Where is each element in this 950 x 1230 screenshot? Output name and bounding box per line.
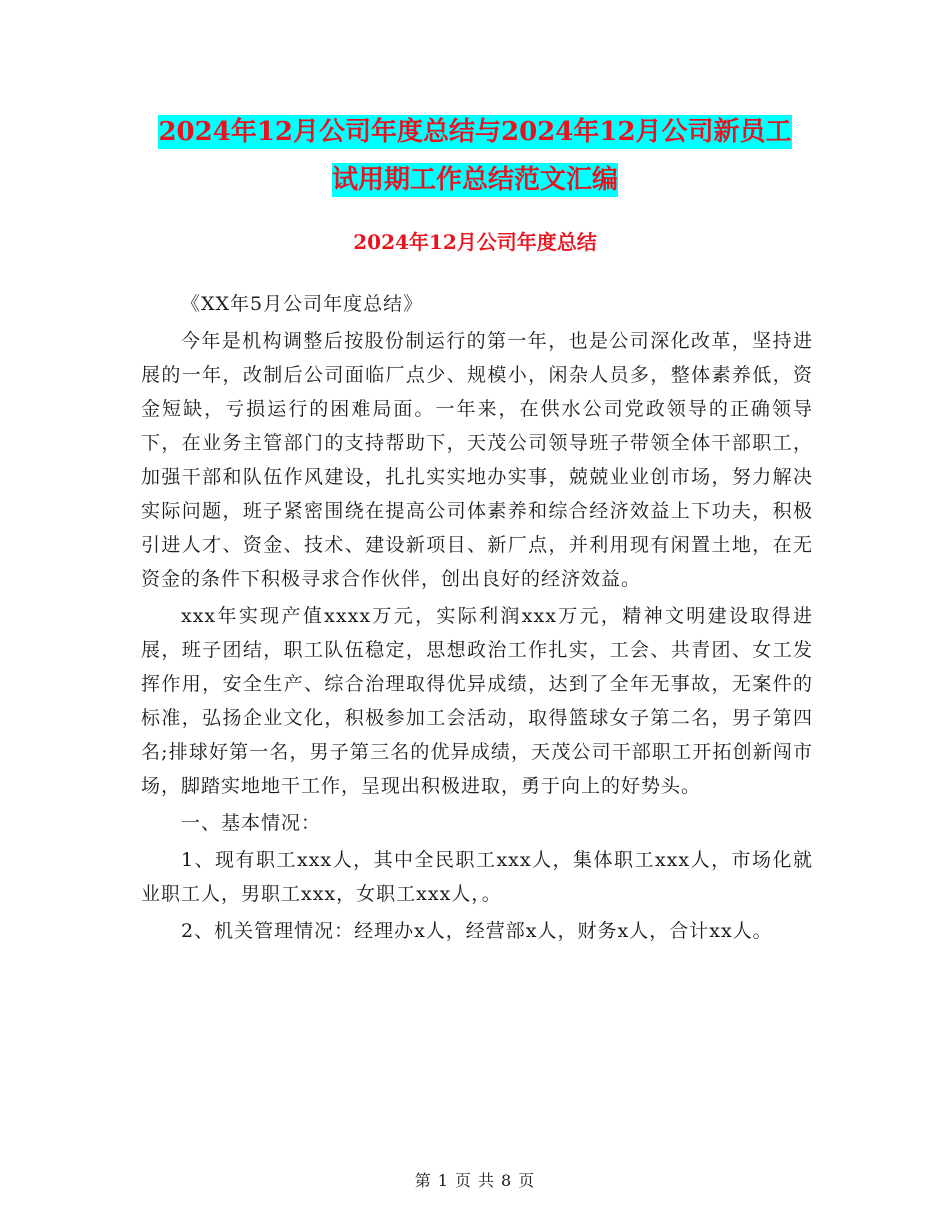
- paragraph: xxx年实现产值xxxx万元，实际利润xxx万元，精神文明建设取得进展，班子团结，职工队伍稳定，思想政治工作扎实，工会、共青团、女工发挥作用，安全生产、综合治理取得优异成绩，达到了全年无事故，无案件的标准，弘扬企业文化，积极参加工会活动，取得篮球女子第二名，男子第四名;排球好第一名，男子第三名的优异成绩，天茂公司干部职工开拓创新闯市场，脚踏实地地干工作，呈现出积极进取，勇于向上的好势头。: [141, 605, 813, 797]
- paragraph-heading: 一、基本情况：: [181, 812, 322, 834]
- paragraph-quote-title: 《XX年5月公司年度总结》: [181, 293, 424, 315]
- footer-total-pages: 8: [501, 1171, 513, 1190]
- page-footer: [0, 1170, 950, 1192]
- footer-prefix: 第: [414, 1171, 432, 1190]
- footer-suffix: 页: [518, 1171, 536, 1190]
- document-title: [0, 108, 950, 204]
- paragraph: 1、现有职工xxx人，其中全民职工xxx人，集体职工xxx人，市场化就业职工人，男职工xxx，女职工xxx人，。: [141, 849, 813, 905]
- section-title: 2024年12月公司年度总结: [353, 230, 597, 254]
- footer-page-number: 1: [437, 1171, 449, 1190]
- title-line-1: 2024年12月公司年度总结与2024年12月公司新员工: [158, 117, 792, 147]
- paragraph: 2、机关管理情况：经理办x人，经营部x人，财务x人，合计xx人。: [181, 920, 773, 942]
- footer-middle: 页 共: [454, 1171, 496, 1190]
- body-text: [141, 287, 813, 951]
- title-line-2: 试用期工作总结范文汇编: [331, 165, 618, 195]
- paragraph: 今年是机构调整后按股份制运行的第一年，也是公司深化改革，坚持进展的一年，改制后公司面临厂点少、规模小，闲杂人员多，整体素养低，资金短缺，亏损运行的困难局面。一年来，在供水公司党政领导的正确领导下，在业务主管部门的支持帮助下，天茂公司领导班子带领全体干部职工，加强干部和队伍作风建设，扎扎实实地办实事，兢兢业业创市场，努力解决实际问题，班子紧密围绕在提高公司体素养和综合经济效益上下功夫，积极引进人才、资金、技术、建设新项目、新厂点，并利用现有闲置土地，在无资金的条件下积极寻求合作伙伴，创出良好的经济效益。: [141, 330, 813, 590]
